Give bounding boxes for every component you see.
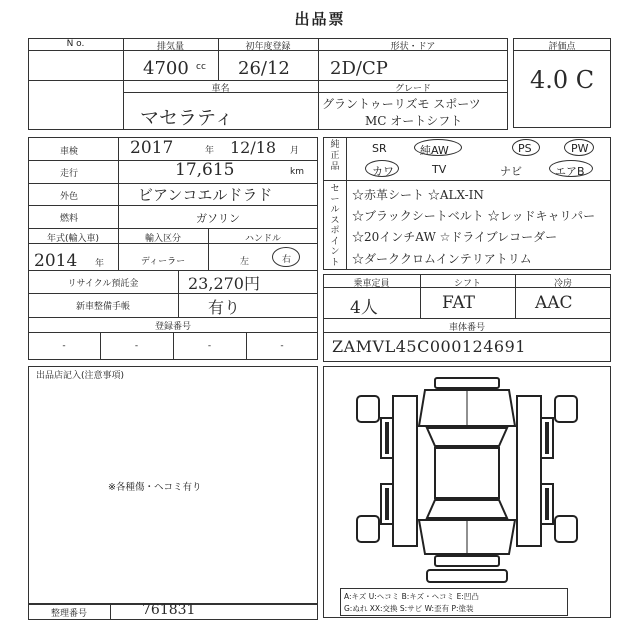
recycle-fee-label: リサイクル預託金 [67, 279, 139, 289]
equipment-aw: 純AW [420, 144, 449, 157]
inspection-label: 車検 [60, 147, 79, 157]
reference-number-label: 整理番号 [50, 609, 87, 619]
shift-label: シフト [453, 279, 481, 289]
mileage-value: 17,615 [175, 160, 235, 180]
fuel-value: ガソリン [196, 212, 240, 225]
import-type-value: ディーラー [140, 257, 186, 267]
equipment-airbag-circle [549, 160, 593, 177]
maintenance-book-value: 有り [208, 298, 241, 317]
displacement-unit: cc [196, 62, 206, 72]
equipment-ps-circle [512, 139, 540, 156]
equipment-leather-circle [365, 160, 399, 177]
displacement-label: 排気量 [156, 42, 184, 52]
equipment-tv: TV [432, 163, 447, 176]
capacity-label: 乗車定員 [353, 279, 390, 289]
equipment-airbag: エアB [555, 165, 585, 178]
registration-number-4: - [280, 341, 284, 351]
equipment-aw-circle [414, 139, 462, 156]
inspection-year-unit: 年 [205, 146, 215, 156]
registration-number-3: - [207, 341, 212, 351]
displacement-value: 4700 [143, 58, 189, 79]
page-title: 出品票 [294, 10, 346, 28]
registration-number-2: - [134, 341, 139, 351]
shape-door-value: 2D/CP [330, 58, 388, 79]
equipment-leather: カワ [372, 165, 394, 178]
legend-line-2: G:ぬれ XX:交換 S:サビ W:歪有 P:塗装 [344, 604, 474, 613]
equipment-sr: SR [372, 142, 387, 155]
shift-value: FAT [442, 293, 476, 313]
air-conditioner-value: AAC [535, 293, 573, 313]
model-year-value: 2014 [34, 251, 78, 271]
sales-point-4: ☆ダーククロムインテリアトリム [352, 252, 532, 266]
first-registration-label: 初年度登録 [245, 42, 291, 52]
maintenance-book-label: 新車整備手帳 [75, 302, 130, 312]
score-label: 評価点 [548, 42, 576, 52]
air-conditioner-label: 冷房 [553, 279, 572, 289]
legend-line-1: A:キズ U:ヘコミ B:キズ・ヘコミ E:凹凸 [344, 592, 479, 601]
sales-point-3: ☆20インチAW ☆ドライブレコーダー [352, 230, 558, 244]
car-diagram-icon [323, 366, 611, 588]
shape-door-label: 形状・ドア [390, 42, 436, 52]
equipment-pw-circle [564, 139, 594, 156]
mileage-label: 走行 [60, 169, 79, 179]
mileage-unit: km [290, 167, 304, 177]
handle-label: ハンドル [244, 234, 281, 244]
import-type-label: 輸入区分 [144, 234, 181, 244]
grade-label: グレード [394, 84, 431, 94]
sales-point-2: ☆ブラックシートベルト ☆レッドキャリパー [352, 209, 596, 223]
handle-left: 左 [240, 257, 250, 267]
vin-label: 車体番号 [448, 323, 485, 333]
sales-point-1: ☆赤革シート ☆ALX-IN [352, 188, 484, 202]
no-label: N o. [66, 39, 85, 49]
model-year-label: 年式(輸入車) [46, 234, 100, 244]
registration-number-1: - [62, 341, 66, 351]
first-registration-value: 26/12 [238, 58, 290, 79]
inspection-month: 12/18 [230, 138, 277, 157]
grade-line-2: MC オートシフト [365, 114, 463, 128]
equipment-navi: ナビ [500, 165, 522, 178]
fuel-label: 燃料 [60, 214, 79, 224]
car-name-value: マセラティ [140, 107, 234, 129]
grade-line-1: グラントゥーリズモ スポーツ [322, 97, 481, 111]
car-name-label: 車名 [211, 84, 230, 94]
equipment-ps: PS [518, 142, 532, 155]
vin-value: ZAMVL45C000124691 [332, 337, 526, 356]
handle-right: 右 [282, 255, 292, 265]
notes-text: ※各種傷・ヘコミ有り [108, 482, 202, 493]
equipment-pw: PW [571, 142, 589, 155]
capacity-value: 4人 [350, 298, 378, 318]
reference-number-value: 761831 [142, 602, 196, 618]
inspection-year: 2017 [130, 138, 174, 158]
equipment-label: 純正品 [330, 140, 340, 172]
notes-label: 出品店記入(注意事項) [36, 371, 125, 381]
model-year-unit: 年 [95, 259, 105, 269]
score-value: 4.0 C [530, 66, 595, 94]
inspection-month-unit: 月 [290, 146, 300, 156]
recycle-fee-value: 23,270円 [188, 274, 260, 293]
exterior-color-label: 外色 [60, 192, 79, 202]
registration-number-label: 登録番号 [154, 322, 191, 332]
exterior-color-value: ビアンコエルドラド [138, 186, 273, 204]
sales-points-label: セールスポイント [330, 184, 340, 268]
